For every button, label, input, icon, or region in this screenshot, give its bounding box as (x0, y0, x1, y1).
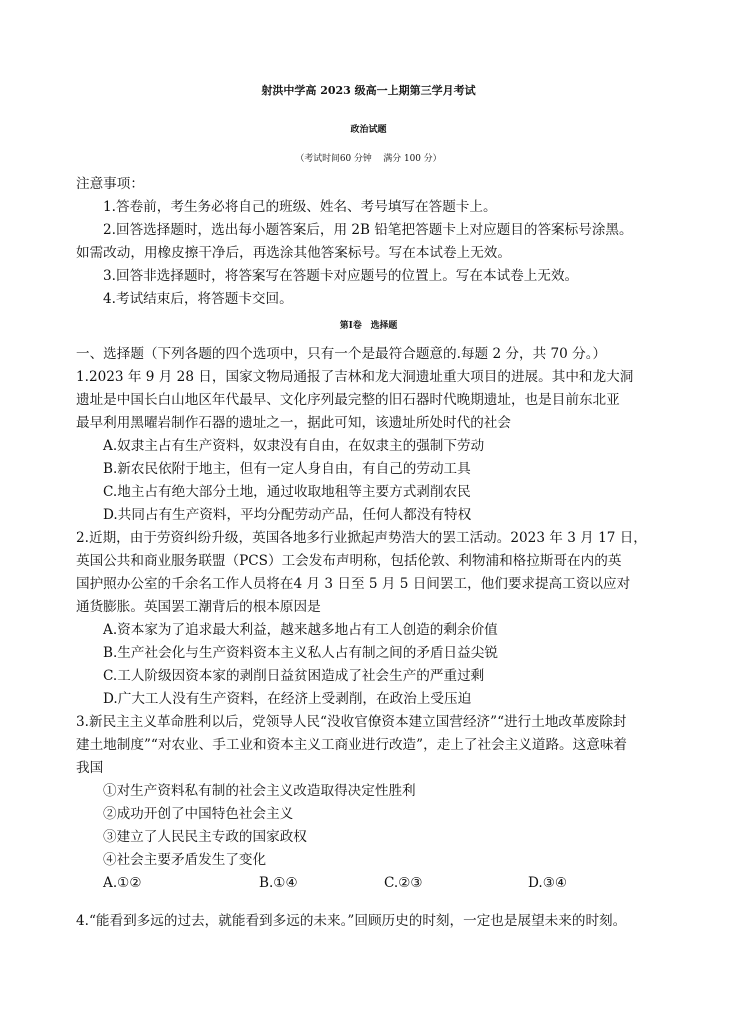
question-3-item-4: ④社会主要矛盾发生了变化 (103, 852, 267, 868)
exam-time-info: （考试时间60 分钟 满分 100 分） (295, 154, 442, 164)
question-1-stem: 1.2023 年 9 月 28 日，国家文物局通报了吉林和龙大洞遗址重大项目的进展。其中和龙大洞 (76, 369, 634, 385)
question-2-option-d: D.广大工人没有生产资料，在经济上受剥削，在政治上受压迫 (103, 691, 472, 707)
question-2-option-b: B.生产社会化与生产资料资本主义私人占有制之间的矛盾日益尖锐 (103, 645, 498, 661)
question-2-option-c: C.工人阶级因资本家的剥削日益贫困造成了社会生产的严重过剩 (103, 668, 485, 684)
section-title: 第Ⅰ卷 选择题 (339, 321, 398, 331)
notes-heading: 注意事项： (76, 176, 144, 192)
question-3-item-3: ③建立了人民民主专政的国家政权 (103, 829, 307, 845)
exam-title: 射洪中学高 2023 级高一上期第三学月考试 (261, 84, 476, 97)
question-2-stem: 国护照办公室的千余名工作人员将在4 月 3 日至 5 月 5 日间罢工，他们要求提高工资以应对 (76, 576, 631, 592)
question-3-choice-c: C.②③ (384, 875, 423, 891)
question-2-option-a: A.资本家为了追求最大利益，越来越多地占有工人创造的剩余价值 (103, 622, 498, 638)
note-item: 1.答卷前，考生务必将自己的班级、姓名、考号填写在答题卡上。 (103, 199, 497, 215)
question-1-stem: 遗址是中国长白山地区年代最早、文化序列最完整的旧石器时代晚期遗址，也是目前东北亚 (76, 392, 620, 408)
note-item: 如需改动，用橡皮擦干净后，再选涂其他答案标号。写在本试卷上无效。 (76, 245, 511, 261)
question-2-stem: 2.近期，由于劳资纠纷升级，英国各地多行业掀起声势浩大的罢工活动。2023 年 3 月 17 日， (76, 530, 647, 546)
exam-subject: 政治试题 (350, 125, 387, 135)
question-2-stem: 通货膨胀。英国罢工潮背后的根本原因是 (76, 599, 321, 615)
note-item: 2.回答选择题时，选出每小题答案后，用 2B 铅笔把答题卡上对应题目的答案标号涂黑。 (103, 222, 633, 238)
question-3-stem: 建土地制度”“对农业、手工业和资本主义工商业进行改造”，走上了社会主义道路。这意味着 (76, 737, 628, 753)
question-3-choice-a: A.①② (103, 875, 142, 891)
section-intro: 一、选择题（下列各题的四个选项中，只有一个是最符合题意的.每题 2 分，共 70 分。） (76, 346, 607, 362)
question-1-stem: 最早利用黑曜岩制作石器的遗址之一，据此可知，该遗址所处时代的社会 (76, 415, 511, 431)
note-item: 3.回答非选择题时，将答案写在答题卡对应题号的位置上。写在本试卷上无效。 (103, 268, 579, 284)
question-1-option-c: C.地主占有绝大部分土地，通过收取地租等主要方式剥削农民 (103, 484, 471, 500)
question-3-choice-d: D.③④ (528, 875, 568, 891)
question-3-stem: 我国 (76, 760, 104, 776)
question-1-option-d: D.共同占有生产资料，平均分配劳动产品，任何人都没有特权 (103, 507, 472, 523)
question-1-option-a: A.奴隶主占有生产资料，奴隶没有自由，在奴隶主的强制下劳动 (103, 438, 485, 454)
question-3-choice-b: B.①④ (259, 875, 298, 891)
question-3-item-2: ②成功开创了中国特色社会主义 (103, 806, 294, 822)
question-2-stem: 英国公共和商业服务联盟（PCS）工会发布声明称，包括伦敦、利物浦和格拉斯哥在内的英 (76, 553, 622, 569)
note-item: 4.考试结束后，将答题卡交回。 (103, 291, 293, 307)
question-3-item-1: ①对生产资料私有制的社会主义改造取得决定性胜利 (103, 783, 416, 799)
question-3-stem: 3.新民主主义革命胜利以后，党领导人民“没收官僚资本建立国营经济”“进行土地改革废除封 (76, 714, 627, 730)
question-4-stem: 4.“能看到多远的过去，就能看到多远的未来。”回顾历史的时刻，一定也是展望未来的时刻。 (76, 913, 627, 929)
question-1-option-b: B.新农民依附于地主，但有一定人身自由，有自己的劳动工具 (103, 461, 471, 477)
